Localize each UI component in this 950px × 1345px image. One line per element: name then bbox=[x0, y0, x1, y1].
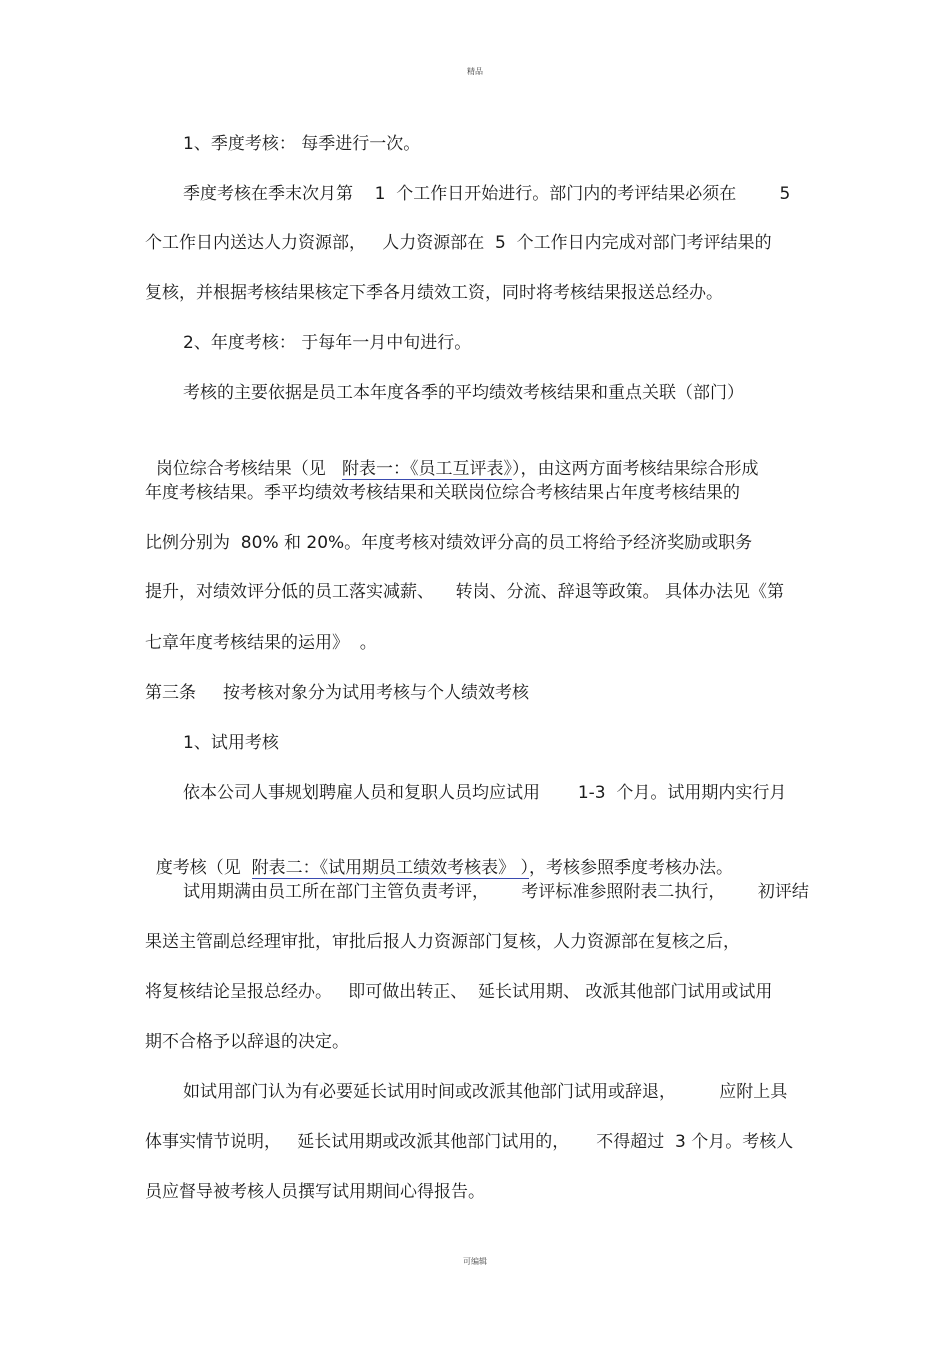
text-line: 提升，对绩效评分低的员工落实减薪、 转岗、分流、辞退等政策。 具体办法见《第 bbox=[145, 582, 785, 602]
page-header: 精品 bbox=[467, 67, 483, 76]
text-line: 如试用部门认为有必要延长试用时间或改派其他部门试用或辞退， 应附上具 bbox=[183, 1082, 788, 1102]
text-line: 将复核结论呈报总经办。 即可做出转正、 延长试用期、 改派其他部门试用或试用 bbox=[145, 982, 773, 1002]
text-line: 年度考核结果。季平均绩效考核结果和关联岗位综合考核结果占年度考核结果的 bbox=[145, 483, 740, 503]
text-segment: ，考核参照季度考核办法。 bbox=[529, 858, 734, 878]
appendix-1-link[interactable]: 附表一：《员工互评表》 bbox=[342, 459, 513, 479]
text-line: 复核，并根据考核结果核定下季各月绩效工资，同时将考核结果报送总经办。 bbox=[145, 283, 723, 303]
text-line: 依本公司人事规划聘雇人员和复职人员均应试用 1-3 个月。试用期内实行月 bbox=[183, 783, 787, 803]
text-line: 体事实情节说明， 延长试用期或改派其他部门试用的， 不得超过 3 个月。考核人 bbox=[145, 1132, 794, 1152]
text-line: 试用期满由员工所在部门主管负责考评， 考评标准参照附表二执行， 初评结 bbox=[183, 882, 809, 902]
appendix-2-link[interactable]: 附表二：《试用期员工绩效考核表》 ） bbox=[251, 858, 530, 878]
text-segment: ），由这两方面考核结果综合形成 bbox=[512, 459, 759, 479]
text-line: 1、试用考核 bbox=[183, 733, 279, 753]
text-line: 七章年度考核结果的运用》 。 bbox=[145, 633, 377, 653]
text-segment: 度考核（见 bbox=[155, 858, 252, 878]
text-line: 员应督导被考核人员撰写试用期间心得报告。 bbox=[145, 1182, 485, 1202]
text-line: 季度考核在季末次月第 1 个工作日开始进行。部门内的考评结果必须在 5 bbox=[183, 184, 791, 204]
text-line: 1、季度考核： 每季进行一次。 bbox=[183, 134, 421, 154]
text-line: 期不合格予以辞退的决定。 bbox=[145, 1032, 349, 1052]
text-line bbox=[145, 430, 815, 479]
page-footer: 可编辑 bbox=[463, 1257, 487, 1266]
text-line bbox=[145, 829, 815, 878]
text-line: 果送主管副总经理审批，审批后报人力资源部门复核，人力资源部在复核之后， bbox=[145, 932, 740, 952]
section-heading: 第三条 按考核对象分为试用考核与个人绩效考核 bbox=[145, 683, 530, 703]
text-line: 2、年度考核： 于每年一月中旬进行。 bbox=[183, 333, 472, 353]
text-line: 考核的主要依据是员工本年度各季的平均绩效考核结果和重点关联（部门） bbox=[183, 383, 744, 403]
text-segment: 岗位综合考核结果（见 bbox=[155, 459, 343, 479]
text-line: 个工作日内送达人力资源部， 人力资源部在 5 个工作日内完成对部门考评结果的 bbox=[145, 233, 772, 253]
text-line: 比例分别为 80% 和 20%。年度考核对绩效评分高的员工将给予经济奖励或职务 bbox=[145, 533, 753, 553]
